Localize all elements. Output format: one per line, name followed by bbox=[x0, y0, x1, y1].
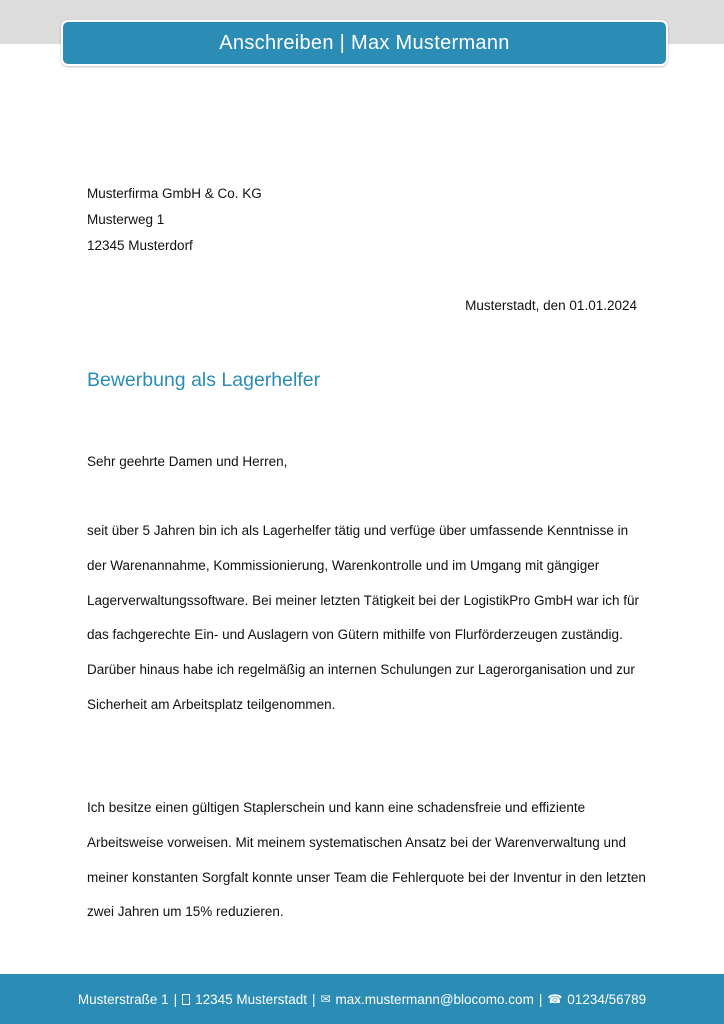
footer-separator: | bbox=[173, 991, 178, 1007]
phone-icon: ☎ bbox=[547, 992, 563, 1006]
header-title: Anschreiben | Max Mustermann bbox=[219, 31, 510, 54]
footer-email[interactable]: max.mustermann@blocomo.com bbox=[335, 991, 534, 1007]
footer-city-group bbox=[182, 992, 307, 1007]
recipient-city: 12345 Musterdorf bbox=[87, 238, 193, 253]
footer-contact-bar bbox=[0, 972, 724, 1024]
footer-separator: | bbox=[538, 991, 543, 1007]
recipient-address bbox=[87, 181, 262, 259]
letter-subject: Bewerbung als Lagerhelfer bbox=[87, 369, 321, 391]
footer-phone-group bbox=[547, 992, 646, 1007]
footer-email-group bbox=[320, 992, 533, 1007]
footer-city: 12345 Musterstadt bbox=[195, 991, 307, 1007]
recipient-street: Musterweg 1 bbox=[87, 212, 165, 227]
recipient-company: Musterfirma GmbH & Co. KG bbox=[87, 186, 262, 201]
footer-separator: | bbox=[311, 991, 316, 1007]
body-paragraph-2: Ich besitze einen gültigen Staplerschein und kann eine schadensfreie und effiziente Arbeitsweise vorweisen. Mit meinem systematischen Ansatz bei der Warenverwaltung und meiner konstanten Sorgfalt konnte unser Team die Fehlerquote bei der Inventur in den letzten zwei Jahren um 15% reduzieren. bbox=[87, 800, 646, 920]
mail-icon: ✉ bbox=[320, 992, 331, 1006]
location-icon bbox=[182, 994, 190, 1005]
body-paragraph-1: seit über 5 Jahren bin ich als Lagerhelfer tätig und verfüge über umfassende Kenntnisse in der Warenannahme, Kommissionierung, Warenkontrolle und im Umgang mit gängiger Lagerverwaltungssoftware. Bei meiner letzten Tätigkeit bei der LogistikPro GmbH war ich für das fachgerechte Ein- und Auslagern von Gütern mithilfe von Flurförderzeugen zuständig. Darüber hinaus habe ich regelmäßig an internen Schulungen zur Lagerorganisation und zur Sicherheit am Arbeitsplatz teilgenommen. bbox=[87, 523, 639, 712]
letter-date: Musterstadt, den 01.01.2024 bbox=[465, 298, 637, 313]
salutation: Sehr geehrte Damen und Herren, bbox=[87, 454, 288, 469]
header-bar bbox=[61, 20, 668, 66]
footer-street: Musterstraße 1 bbox=[77, 991, 169, 1007]
footer-phone[interactable]: 01234/56789 bbox=[567, 991, 647, 1007]
